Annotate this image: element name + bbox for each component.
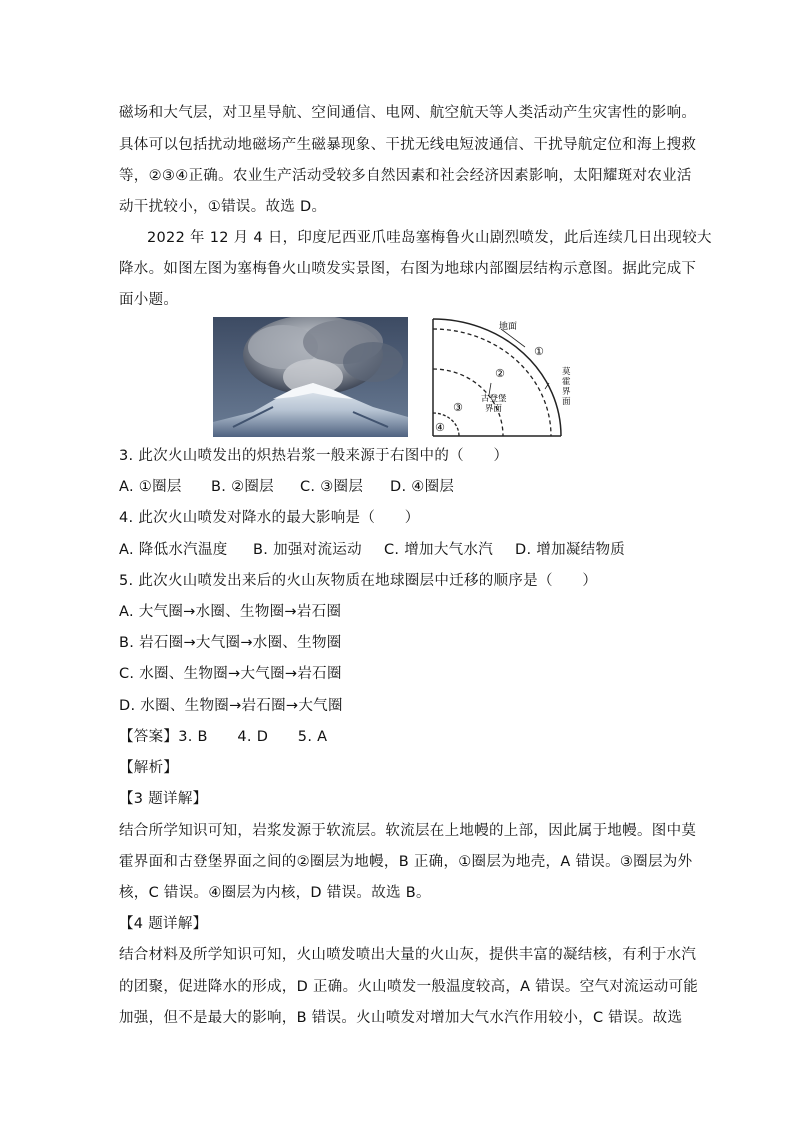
layer-2-label: ② bbox=[495, 367, 505, 380]
text-line: 等，②③④正确。农业生产活动受较多自然因素和社会经济因素影响，太阳耀斑对农业活 bbox=[119, 168, 692, 184]
layer-4-label: ④ bbox=[435, 421, 445, 434]
moho-label-4: 面 bbox=[562, 397, 571, 407]
question-4-stem: 4. 此次火山喷发对降水的最大影响是（ ） bbox=[119, 510, 420, 526]
text-line: 磁场和大气层，对卫星导航、空间通信、电网、航空航天等人类活动产生灾害性的影响。 bbox=[119, 105, 697, 121]
detail-4-line: 加强，但不是最大的影响，B 错误。火山喷发对增加大气水汽作用较小，C 错误。故选 bbox=[119, 1010, 683, 1026]
option-b: B. 加强对流运动 bbox=[253, 542, 362, 558]
option-d: D. 水圈、生物圈→岩石圈→大气圈 bbox=[119, 698, 343, 714]
earth-layers-diagram bbox=[431, 317, 581, 439]
answer-line: 【答案】3. B 4. D 5. A bbox=[119, 729, 328, 745]
detail-3-heading: 【3 题详解】 bbox=[119, 791, 208, 807]
analysis-heading: 【解析】 bbox=[119, 760, 179, 776]
moho-label-2: 霍 bbox=[562, 377, 571, 387]
figure-row bbox=[213, 317, 573, 439]
option-b: B. 岩石圈→大气圈→水圈、生物圈 bbox=[119, 635, 342, 651]
detail-3-line: 核，C 错误。④圈层为内核，D 错误。故选 B。 bbox=[119, 885, 431, 901]
option-d: D. ④圈层 bbox=[390, 479, 455, 495]
detail-4-line: 的团聚，促进降水的形成，D 正确。火山喷发一般温度较高，A 错误。空气对流运动可能 bbox=[119, 979, 699, 995]
intro-line: 面小题。 bbox=[119, 292, 179, 308]
option-b: B. ②圈层 bbox=[211, 479, 274, 495]
option-a: A. 大气圈→水圈、生物圈→岩石圈 bbox=[119, 604, 342, 620]
gutenberg-label-2: 界面 bbox=[485, 404, 503, 414]
layer-3-label: ③ bbox=[453, 401, 463, 414]
detail-3-line: 结合所学知识可知，岩浆发源于软流层。软流层在上地幔的上部，因此属于地幔。图中莫 bbox=[119, 823, 697, 839]
option-d: D. 增加凝结物质 bbox=[515, 542, 626, 558]
option-c: C. 增加大气水汽 bbox=[384, 542, 494, 558]
gutenberg-label-1: 古登堡 bbox=[481, 394, 507, 404]
question-5-stem: 5. 此次火山喷发出来后的火山灰物质在地球圈层中迁移的顺序是（ ） bbox=[119, 573, 598, 589]
question-3-stem: 3. 此次火山喷发出的炽热岩浆一般来源于右图中的（ ） bbox=[119, 448, 509, 464]
option-c: C. ③圈层 bbox=[300, 479, 364, 495]
moho-label-3: 界 bbox=[562, 387, 571, 397]
text-line: 具体可以包括扰动地磁场产生磁暴现象、干扰无线电短波通信、干扰导航定位和海上搜救 bbox=[119, 137, 697, 153]
detail-3-line: 霍界面和古登堡界面之间的②圈层为地幔，B 正确，①圈层为地壳，A 错误。③圈层为外 bbox=[119, 854, 693, 870]
text-line: 动干扰较小，①错误。故选 D。 bbox=[119, 199, 327, 215]
detail-4-line: 结合材料及所学知识可知，火山喷发喷出大量的火山灰，提供丰富的凝结核，有利于水汽 bbox=[119, 947, 697, 963]
detail-4-heading: 【4 题详解】 bbox=[119, 916, 208, 932]
intro-line: 2022 年 12 月 4 日，印度尼西亚爪哇岛塞梅鲁火山剧烈喷发，此后连续几日出现较大 bbox=[147, 230, 712, 246]
question-4-options bbox=[119, 540, 625, 560]
option-a: A. 降低水汽温度 bbox=[119, 542, 228, 558]
option-a: A. ①圈层 bbox=[119, 479, 182, 495]
volcano-eruption-photo bbox=[213, 317, 408, 437]
question-3-options bbox=[119, 477, 454, 497]
surface-label: 地面 bbox=[499, 322, 518, 332]
intro-line: 降水。如图左图为塞梅鲁火山喷发实景图，右图为地球内部圈层结构示意图。据此完成下 bbox=[119, 261, 697, 277]
moho-label-1: 莫 bbox=[562, 367, 571, 377]
layer-1-label: ① bbox=[534, 345, 544, 358]
option-c: C. 水圈、生物圈→大气圈→岩石圈 bbox=[119, 666, 342, 682]
